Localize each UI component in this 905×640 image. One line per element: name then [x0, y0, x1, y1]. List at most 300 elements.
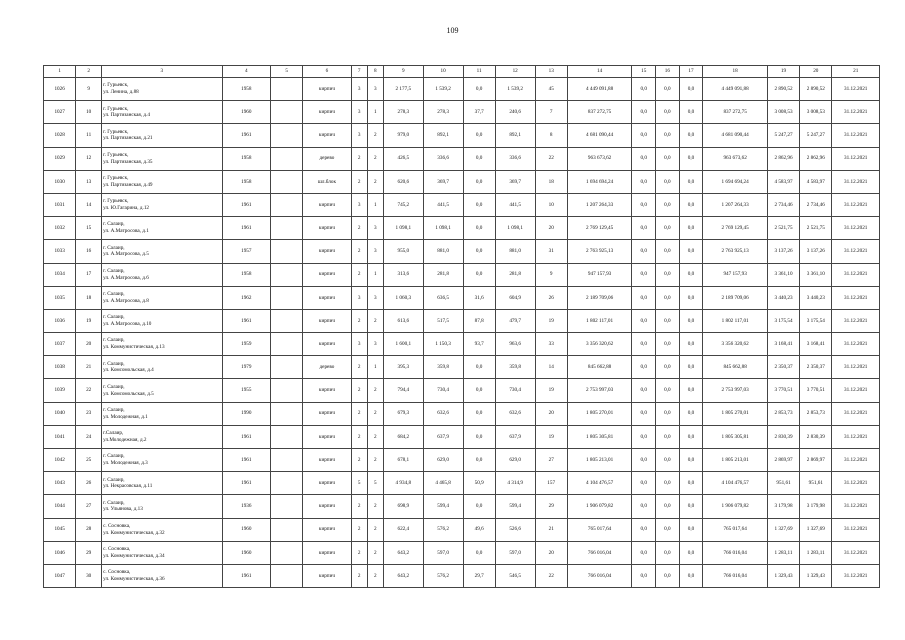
cell-tot: 1 098,1 — [495, 217, 535, 240]
cell-liv: 637,9 — [423, 425, 463, 448]
cell-f3: 0,0 — [679, 541, 703, 564]
cell-cost: 1 805 270,01 — [567, 402, 632, 425]
cell-unit2: 1 329,43 — [800, 564, 832, 587]
cell-fl: 2 — [351, 564, 367, 587]
cell-en: 2 — [367, 425, 383, 448]
cell-tot: 336,6 — [495, 147, 535, 170]
cell-fl: 2 — [351, 379, 367, 402]
table-row — [44, 240, 880, 263]
cell-f1: 0,0 — [632, 193, 656, 216]
cell-f2: 0,0 — [656, 78, 680, 101]
cell-n: 14 — [76, 193, 102, 216]
cell-nonliv: 0,0 — [463, 541, 495, 564]
cell-en: 2 — [367, 449, 383, 472]
cell-id: 1035 — [44, 286, 76, 309]
column-header: 12 — [495, 66, 535, 78]
cell-n: 24 — [76, 425, 102, 448]
address-street: ул. Партизанская, д.49 — [103, 181, 153, 188]
cell-unit2: 2 869,97 — [800, 449, 832, 472]
cell-liv: 881,0 — [423, 240, 463, 263]
cell-mat: кирпич — [303, 472, 351, 495]
address-locality: г. Салаир, — [103, 221, 125, 228]
cell-unit1: 2 830,39 — [767, 425, 799, 448]
cell-unit1: 2 350,37 — [767, 356, 799, 379]
cell-f3: 0,0 — [679, 147, 703, 170]
cell-en: 1 — [367, 263, 383, 286]
cell-f2: 0,0 — [656, 263, 680, 286]
cell-f2: 0,0 — [656, 333, 680, 356]
cell-sum: 766 016,04 — [703, 564, 768, 587]
address-cell — [102, 541, 223, 564]
cell-tot: 632,6 — [495, 402, 535, 425]
cell-unit1: 3 770,51 — [767, 379, 799, 402]
cell-year: 1957 — [222, 240, 270, 263]
cell-area: 4 934,8 — [383, 472, 423, 495]
address-cell — [102, 472, 223, 495]
cell-date: 31.12.2021 — [832, 356, 880, 379]
table-row — [44, 379, 880, 402]
cell-tot: 369,7 — [495, 170, 535, 193]
cell-cost: 1 805 213,01 — [567, 449, 632, 472]
address-locality: с. Сосновка, — [103, 569, 131, 576]
cell-year: 1961 — [222, 472, 270, 495]
address-cell — [102, 286, 223, 309]
cell-unit2: 3 008,53 — [800, 101, 832, 124]
cell-n: 20 — [76, 333, 102, 356]
address-street: ул. Ю.Гагарина, д.12 — [103, 205, 150, 212]
cell-id: 1033 — [44, 240, 76, 263]
cell-sum: 1 207 264,33 — [703, 193, 768, 216]
cell-c5 — [270, 263, 302, 286]
cell-fl: 2 — [351, 356, 367, 379]
cell-f2: 0,0 — [656, 472, 680, 495]
cell-n: 23 — [76, 402, 102, 425]
address-cell — [102, 124, 223, 147]
cell-area: 613,6 — [383, 309, 423, 332]
cell-f2: 0,0 — [656, 518, 680, 541]
cell-fl: 2 — [351, 147, 367, 170]
cell-f1: 0,0 — [632, 518, 656, 541]
cell-date: 31.12.2021 — [832, 309, 880, 332]
cell-mat: кирпич — [303, 541, 351, 564]
cell-id: 1041 — [44, 425, 76, 448]
cell-unit1: 3 175,54 — [767, 309, 799, 332]
cell-people: 20 — [535, 541, 567, 564]
cell-tot: 963,6 — [495, 333, 535, 356]
address-street: ул. Ульянова, д.13 — [103, 506, 143, 513]
cell-cost: 947 157,93 — [567, 263, 632, 286]
cell-c5 — [270, 193, 302, 216]
cell-f1: 0,0 — [632, 263, 656, 286]
address-locality: г. Салаир, — [103, 244, 125, 251]
cell-id: 1026 — [44, 78, 76, 101]
cell-people: 8 — [535, 124, 567, 147]
cell-liv: 336,6 — [423, 147, 463, 170]
cell-people: 10 — [535, 193, 567, 216]
cell-c5 — [270, 402, 302, 425]
cell-date: 31.12.2021 — [832, 147, 880, 170]
cell-unit2: 3 175,54 — [800, 309, 832, 332]
cell-nonliv: 0,0 — [463, 356, 495, 379]
cell-nonliv: 0,0 — [463, 193, 495, 216]
cell-c5 — [270, 217, 302, 240]
cell-f1: 0,0 — [632, 564, 656, 587]
cell-mat: кирпич — [303, 402, 351, 425]
address-cell — [102, 564, 223, 587]
table-row — [44, 78, 880, 101]
cell-liv: 278,3 — [423, 101, 463, 124]
cell-f2: 0,0 — [656, 170, 680, 193]
cell-n: 28 — [76, 518, 102, 541]
cell-en: 2 — [367, 170, 383, 193]
cell-liv: 597,0 — [423, 541, 463, 564]
address-locality: г. Салаир, — [103, 337, 125, 344]
cell-people: 19 — [535, 379, 567, 402]
cell-fl: 3 — [351, 333, 367, 356]
cell-sum: 766 016,04 — [703, 541, 768, 564]
cell-date: 31.12.2021 — [832, 541, 880, 564]
cell-f1: 0,0 — [632, 101, 656, 124]
cell-year: 1958 — [222, 263, 270, 286]
cell-nonliv: 0,0 — [463, 379, 495, 402]
cell-sum: 3 356 320,62 — [703, 333, 768, 356]
cell-area: 979,0 — [383, 124, 423, 147]
cell-cost: 845 662,88 — [567, 356, 632, 379]
cell-liv: 730,4 — [423, 379, 463, 402]
cell-fl: 2 — [351, 425, 367, 448]
cell-people: 29 — [535, 495, 567, 518]
cell-year: 1961 — [222, 217, 270, 240]
cell-en: 2 — [367, 379, 383, 402]
address-locality: г. Салаир, — [103, 476, 125, 483]
cell-nonliv: 0,0 — [463, 170, 495, 193]
address-cell — [102, 217, 223, 240]
cell-f3: 0,0 — [679, 356, 703, 379]
cell-nonliv: 87,8 — [463, 309, 495, 332]
header-row — [44, 66, 880, 78]
column-header: 7 — [351, 66, 367, 78]
cell-nonliv: 31,6 — [463, 286, 495, 309]
cell-f3: 0,0 — [679, 263, 703, 286]
cell-liv: 281,8 — [423, 263, 463, 286]
cell-id: 1042 — [44, 449, 76, 472]
cell-sum: 2 189 709,06 — [703, 286, 768, 309]
cell-year: 1962 — [222, 286, 270, 309]
cell-en: 3 — [367, 217, 383, 240]
cell-tot: 730,4 — [495, 379, 535, 402]
cell-f3: 0,0 — [679, 170, 703, 193]
cell-unit1: 3 179,98 — [767, 495, 799, 518]
address-locality: г. Гурьевск, — [103, 151, 129, 158]
address-cell — [102, 333, 223, 356]
cell-c5 — [270, 147, 302, 170]
address-street: ул. Коммунистическая, д.34 — [103, 552, 165, 559]
cell-people: 20 — [535, 402, 567, 425]
cell-year: 1990 — [222, 402, 270, 425]
cell-f1: 0,0 — [632, 240, 656, 263]
cell-cost: 766 016,04 — [567, 564, 632, 587]
cell-fl: 2 — [351, 402, 367, 425]
cell-cost: 837 272,75 — [567, 101, 632, 124]
cell-date: 31.12.2021 — [832, 240, 880, 263]
column-header: 17 — [679, 66, 703, 78]
cell-tot: 637,9 — [495, 425, 535, 448]
cell-n: 26 — [76, 472, 102, 495]
cell-year: 1961 — [222, 564, 270, 587]
cell-liv: 441,5 — [423, 193, 463, 216]
cell-n: 15 — [76, 217, 102, 240]
cell-tot: 629,0 — [495, 449, 535, 472]
address-locality: г. Салаир, — [103, 314, 125, 321]
cell-sum: 837 272,75 — [703, 101, 768, 124]
cell-en: 2 — [367, 518, 383, 541]
cell-mat: кирпич — [303, 193, 351, 216]
address-locality: г. Гурьевск, — [103, 105, 129, 112]
column-header: 3 — [102, 66, 223, 78]
cell-area: 426,5 — [383, 147, 423, 170]
column-header: 13 — [535, 66, 567, 78]
cell-nonliv: 37,7 — [463, 101, 495, 124]
column-header: 21 — [832, 66, 880, 78]
cell-sum: 1 805 213,01 — [703, 449, 768, 472]
housing-register-table — [43, 65, 880, 588]
cell-unit1: 4 583,97 — [767, 170, 799, 193]
cell-nonliv: 93,7 — [463, 333, 495, 356]
address-locality: г. Гурьевск, — [103, 198, 129, 205]
cell-n: 10 — [76, 101, 102, 124]
cell-sum: 963 673,62 — [703, 147, 768, 170]
cell-mat: кирпич — [303, 78, 351, 101]
cell-f2: 0,0 — [656, 564, 680, 587]
cell-unit2: 2 830,39 — [800, 425, 832, 448]
cell-tot: 359,8 — [495, 356, 535, 379]
cell-sum: 1 805 305,81 — [703, 425, 768, 448]
table-row — [44, 425, 880, 448]
cell-en: 1 — [367, 101, 383, 124]
address-cell — [102, 170, 223, 193]
address-cell — [102, 449, 223, 472]
cell-f2: 0,0 — [656, 541, 680, 564]
cell-mat: кирпич — [303, 124, 351, 147]
address-cell — [102, 309, 223, 332]
cell-nonliv: 50,9 — [463, 472, 495, 495]
cell-fl: 2 — [351, 217, 367, 240]
cell-cost: 2 189 709,06 — [567, 286, 632, 309]
cell-tot: 441,5 — [495, 193, 535, 216]
cell-tot: 597,0 — [495, 541, 535, 564]
cell-date: 31.12.2021 — [832, 333, 880, 356]
address-locality: г. Салаир, — [103, 291, 125, 298]
address-cell — [102, 78, 223, 101]
table-row — [44, 309, 880, 332]
column-header: 4 — [222, 66, 270, 78]
address-street: ул. А.Матросова, д.6 — [103, 274, 149, 281]
cell-f1: 0,0 — [632, 333, 656, 356]
table-row — [44, 564, 880, 587]
cell-liv: 517,5 — [423, 309, 463, 332]
cell-c5 — [270, 240, 302, 263]
cell-id: 1029 — [44, 147, 76, 170]
cell-year: 1979 — [222, 356, 270, 379]
address-street: ул. Партизанская, д.35 — [103, 158, 153, 165]
address-locality: г. Гурьевск, — [103, 175, 129, 182]
address-cell — [102, 425, 223, 448]
cell-people: 7 — [535, 101, 567, 124]
column-header: 1 — [44, 66, 76, 78]
cell-cost: 4 681 090,44 — [567, 124, 632, 147]
cell-f3: 0,0 — [679, 495, 703, 518]
cell-unit2: 2 890,52 — [800, 78, 832, 101]
column-header: 16 — [656, 66, 680, 78]
cell-n: 29 — [76, 541, 102, 564]
cell-id: 1034 — [44, 263, 76, 286]
address-street: ул. Коммунистическая, д.36 — [103, 576, 165, 583]
cell-date: 31.12.2021 — [832, 472, 880, 495]
cell-nonliv: 0,0 — [463, 147, 495, 170]
cell-f3: 0,0 — [679, 564, 703, 587]
cell-f3: 0,0 — [679, 449, 703, 472]
column-header: 15 — [632, 66, 656, 78]
cell-fl: 2 — [351, 309, 367, 332]
cell-cost: 3 356 320,62 — [567, 333, 632, 356]
cell-liv: 892,1 — [423, 124, 463, 147]
cell-n: 13 — [76, 170, 102, 193]
cell-mat: кирпич — [303, 240, 351, 263]
cell-id: 1028 — [44, 124, 76, 147]
cell-en: 1 — [367, 356, 383, 379]
column-header: 8 — [367, 66, 383, 78]
cell-people: 45 — [535, 78, 567, 101]
cell-nonliv: 0,0 — [463, 425, 495, 448]
cell-people: 33 — [535, 333, 567, 356]
cell-fl: 2 — [351, 449, 367, 472]
cell-c5 — [270, 101, 302, 124]
cell-sum: 4 104 476,57 — [703, 472, 768, 495]
cell-f2: 0,0 — [656, 402, 680, 425]
cell-liv: 1 150,3 — [423, 333, 463, 356]
cell-id: 1027 — [44, 101, 76, 124]
cell-date: 31.12.2021 — [832, 518, 880, 541]
cell-id: 1037 — [44, 333, 76, 356]
cell-date: 31.12.2021 — [832, 217, 880, 240]
cell-f2: 0,0 — [656, 425, 680, 448]
cell-people: 14 — [535, 356, 567, 379]
cell-fl: 3 — [351, 78, 367, 101]
address-locality: г. Салаир, — [103, 360, 125, 367]
column-header: 6 — [303, 66, 351, 78]
cell-people: 26 — [535, 286, 567, 309]
cell-date: 31.12.2021 — [832, 425, 880, 448]
cell-year: 1955 — [222, 379, 270, 402]
cell-f2: 0,0 — [656, 101, 680, 124]
cell-liv: 1 539,2 — [423, 78, 463, 101]
address-street: ул. Ленина, д.88 — [103, 89, 139, 96]
cell-f3: 0,0 — [679, 333, 703, 356]
cell-id: 1039 — [44, 379, 76, 402]
cell-unit1: 3 137,26 — [767, 240, 799, 263]
cell-f2: 0,0 — [656, 217, 680, 240]
cell-cost: 963 673,62 — [567, 147, 632, 170]
cell-nonliv: 49,6 — [463, 518, 495, 541]
cell-f1: 0,0 — [632, 425, 656, 448]
cell-n: 19 — [76, 309, 102, 332]
cell-f3: 0,0 — [679, 78, 703, 101]
cell-nonliv: 0,0 — [463, 124, 495, 147]
cell-area: 745,2 — [383, 193, 423, 216]
cell-f2: 0,0 — [656, 240, 680, 263]
cell-f3: 0,0 — [679, 124, 703, 147]
table-row — [44, 193, 880, 216]
cell-liv: 636,5 — [423, 286, 463, 309]
address-street: ул. Партизанская, д.21 — [103, 135, 153, 142]
cell-en: 2 — [367, 564, 383, 587]
address-cell — [102, 263, 223, 286]
cell-c5 — [270, 356, 302, 379]
cell-f2: 0,0 — [656, 449, 680, 472]
cell-liv: 632,6 — [423, 402, 463, 425]
address-street: ул. Некрасовская, д.11 — [103, 483, 153, 490]
cell-en: 2 — [367, 541, 383, 564]
cell-en: 2 — [367, 495, 383, 518]
cell-c5 — [270, 495, 302, 518]
cell-cost: 4 449 091,88 — [567, 78, 632, 101]
address-locality: с. Сосновка, — [103, 522, 131, 529]
cell-n: 30 — [76, 564, 102, 587]
table-row — [44, 495, 880, 518]
cell-f3: 0,0 — [679, 217, 703, 240]
cell-people: 22 — [535, 147, 567, 170]
cell-mat: шл.блок — [303, 170, 351, 193]
cell-en: 3 — [367, 78, 383, 101]
cell-liv: 359,8 — [423, 356, 463, 379]
cell-unit2: 3 361,10 — [800, 263, 832, 286]
cell-c5 — [270, 472, 302, 495]
address-locality: г. Гурьевск, — [103, 82, 129, 89]
table-row — [44, 217, 880, 240]
cell-unit2: 2 350,37 — [800, 356, 832, 379]
cell-liv: 4 465,8 — [423, 472, 463, 495]
cell-f2: 0,0 — [656, 309, 680, 332]
cell-mat: кирпич — [303, 495, 351, 518]
cell-f2: 0,0 — [656, 495, 680, 518]
cell-cost: 1 906 079,82 — [567, 495, 632, 518]
cell-cost: 2 769 129,45 — [567, 217, 632, 240]
cell-date: 31.12.2021 — [832, 286, 880, 309]
cell-mat: кирпич — [303, 309, 351, 332]
cell-area: 1 600,1 — [383, 333, 423, 356]
cell-tot: 1 539,2 — [495, 78, 535, 101]
cell-nonliv: 29,7 — [463, 564, 495, 587]
cell-area: 794,4 — [383, 379, 423, 402]
cell-unit1: 2 521,75 — [767, 217, 799, 240]
cell-n: 12 — [76, 147, 102, 170]
cell-date: 31.12.2021 — [832, 263, 880, 286]
cell-tot: 881,0 — [495, 240, 535, 263]
cell-c5 — [270, 541, 302, 564]
cell-f1: 0,0 — [632, 78, 656, 101]
address-cell — [102, 101, 223, 124]
column-header: 11 — [463, 66, 495, 78]
cell-sum: 765 017,64 — [703, 518, 768, 541]
cell-cost: 2 753 997,03 — [567, 379, 632, 402]
cell-year: 1961 — [222, 193, 270, 216]
cell-cost: 4 104 476,57 — [567, 472, 632, 495]
cell-unit1: 3 440,23 — [767, 286, 799, 309]
address-locality: с. Сосновка, — [103, 546, 131, 553]
cell-en: 2 — [367, 402, 383, 425]
cell-liv: 599,4 — [423, 495, 463, 518]
cell-area: 395,3 — [383, 356, 423, 379]
